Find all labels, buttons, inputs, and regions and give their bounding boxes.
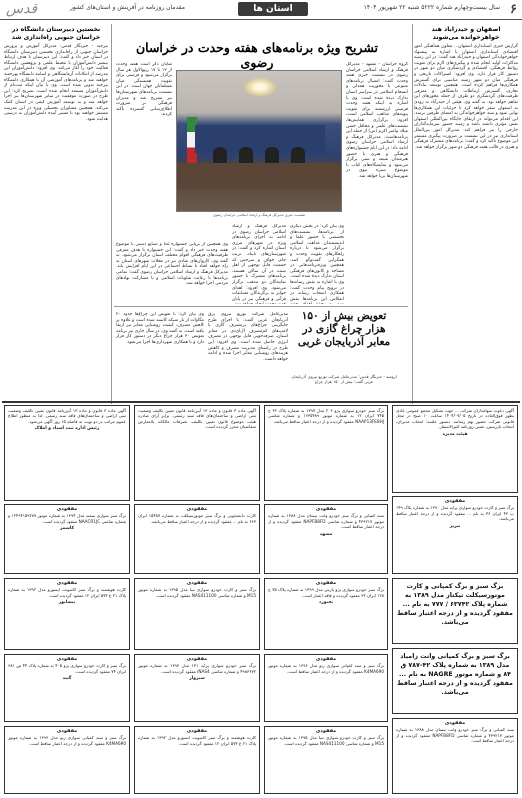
notice-body: کارت هوشمند و برگ سبز کامیونت ایسوزو مدل ۱۳۹۲ به شماره پلاک ۲۱ ع ۵۷۴ ایران ۱۲ مفقود گردیده است. xyxy=(138,735,256,746)
notice-body: سند کمپانی و برگ سبز خودرو وانت نیسان مدل ۱۳۸۸ به شماره موتور ۴۳۹۲۱۷ و شماره شاسی NAPFB8FD مفقود گردیده و از درجه اعتبار ساقط است. xyxy=(396,727,514,744)
notice-box xyxy=(4,578,130,650)
chandelier-shape xyxy=(243,77,277,97)
notice-signature: کاشمر xyxy=(59,526,75,532)
notice-body: برگ سبز سواری سمند مدل ۱۳۹۴ به شماره موتور ۱۲۴۹۴۱۵۹۲۸۷ و شماره شاسی NAACR1JC مفقود گردیده است. xyxy=(8,513,126,524)
notice-body: برگ سبز خودرو سواری پراید ۱۳۱ مدل ۱۳۹۳ به شماره موتور ۴۹۸۳۶۷۲ و شماره شاسی NAS4ا مفقود گردیده است. xyxy=(138,663,256,674)
right-column-story xyxy=(414,26,518,416)
notice-body: برگ سبز و سند کمپانی سواری رنو مدل ۱۳۹۶ به شماره موتور K4MA690 مفقود گردیده و از درجه اعتبار ساقط است. xyxy=(8,735,126,746)
box-headline: تعویض بیش از ۱۵۰ هزار چراغ گازی در معابر آذربایجان غربی xyxy=(297,310,391,348)
column-divider xyxy=(111,24,112,404)
notice-body: برگ سبز خودرو سواری پژو پارس مدل ۱۳۹۹ به شماره پلاک ۷۵ ج ۱۲۸ ایران ۳۲ مفقود گردیده و فاقد اعتبار است. xyxy=(268,587,384,598)
notice-body: کارت دانشجویی و برگ سبز موتورسیکلت به شماره ۱۵۴۸۷ ایران ۶۶۳ به نام ... مفقود گردیده و از درجه اعتبار ساقط می‌باشد. xyxy=(138,513,256,524)
notice-box xyxy=(264,405,388,501)
notice-signature: تبریز xyxy=(449,523,461,529)
main-story-column: شایان ذکر است هفته وحدت از ۱۲ تا ۱۷ ربیع‌الاول هر سال برگزار می‌شود و فرصتی برای تقویت همبستگی میان مسلمانان جهان است. در این نشست برنامه‌های شهرستان‌ها نیز تشریح شد و مدیران فرهنگی بر ضرورت اطلاع‌رسانی گسترده تأکید کردند. xyxy=(116,62,172,118)
notice-body: برگ سبز و کارت خودرو سواری تیبا مدل ۱۳۹۵ به شماره موتور M15 و شماره شاسی NAS411100 مفقود گردیده است. xyxy=(268,735,384,746)
notice-heading: مفقودی xyxy=(186,580,208,586)
notice-box xyxy=(264,578,388,650)
notice-heading: مفقودی xyxy=(444,720,466,726)
notice-heading: مفقودی xyxy=(56,580,78,586)
notice-box xyxy=(4,405,130,501)
notice-body: برگ سبز خودرو سواری پژو ۲۰۶ مدل ۱۳۹۷ به شماره پلاک ۳۶ ج ۷۴۵ ایران ۱۲ به شماره موتور ۱۶۳۵۴۸۹ و شماره شاسی NAAP13FE8HJ مفقود گردیده و از درجه اعتبار ساقط می‌باشد. xyxy=(268,408,384,424)
notice-heading: مفقودی xyxy=(186,656,208,662)
main-story-column: گروه خراسان - مشهد - مدیرکل فرهنگ و ارشاد اسلامی خراسان رضوی در نشست خبری هفته وحدت گفت: امسال برنامه‌های متنوعی با محوریت همدلی و انسجام اسلامی در سراسر استان تدارک دیده شده است. وی با اشاره به اینکه هفته وحدت فرصتی ارزشمند برای تقویت پیوندهای مذاهب اسلامی است، افزود: برگزاری همایش‌ها، نشست‌های علمی و محافل جشن میلاد پیامبر اکرم (ص) از جمله این برنامه‌هاست. مدیرکل فرهنگ و ارشاد اسلامی خراسان رضوی ادامه داد: در این ایام جشنواره‌های فرهنگی و هنری با حضور هنرمندان شیعه و سنی برگزار می‌شود و نمایشگاه‌های کتاب با موضوع سیره نبوی در شهرستان‌ها برپا خواهد شد. xyxy=(346,62,408,179)
box-story-column: مدیرعامل شرکت توزیع نیروی برق آذربایجان غربی گفت: با اجرای طرح جایگزینی چراغ‌های پرمصرف گازی با لامپ‌های کم‌مصرف ال‌ای‌دی در معابر استان، صرفه‌جویی قابل توجهی در مصرف انرژی حاصل شده است. وی افزود: این طرح در راستای مدیریت مصرف و کاهش هزینه‌های روشنایی معابر اجرا شده و ادامه خواهد داشت. xyxy=(208,312,288,362)
notice-box xyxy=(4,654,130,722)
notice-heading: مفقودی xyxy=(186,728,208,734)
notice-box xyxy=(264,504,388,574)
box-subtitle: ارومیه - خبرنگار قدس: مدیرعامل شرکت توزیع نیروی آذربایجان غربی گفت: بیش از ۱۵۰ هزار چراغ xyxy=(291,374,397,384)
notice-body: آگهی دعوت سهامداران شرکت ... جهت تشکیل مجمع عمومی عادی بطور فوق‌العاده در تاریخ ۱۴۰۴/۰۷/۰۵ ساعت ۱۰ صبح در محل قانونی شرکت حضور بهم رسانند. دستور جلسه: انتخاب مدیران، انتخاب بازرسین، تعیین روزنامه کثیرالانتشار. xyxy=(396,408,514,430)
page-number: ۶ xyxy=(510,2,517,17)
notice-body: سند کمپانی و برگ سبز خودرو وانت نیسان مدل ۱۳۸۸ به شماره موتور ۴۳۹۲۱۷ و شماره شاسی NAPFB8FD مفقود گردیده و از درجه اعتبار ساقط است. xyxy=(268,513,384,530)
right-column-title: اصفهان و حیدرآباد هند خواهرخوانده می‌شوند xyxy=(431,26,501,41)
notice-heading: مفقودی xyxy=(444,498,466,504)
photo-caption: نشست خبری مدیرکل فرهنگ و ارشاد اسلامی خراسان رضوی xyxy=(213,213,305,217)
notice-signature: هیئت مدیره xyxy=(442,431,468,437)
notice-box xyxy=(134,405,260,501)
notice-signature: سبزوار xyxy=(189,676,205,682)
notice-heading: مفقودی xyxy=(315,728,337,734)
masthead xyxy=(0,0,522,20)
notice-box xyxy=(392,405,518,493)
notice-box xyxy=(134,504,260,574)
main-story-column: وی بیان کرد: در بخش دیگری از برنامه‌ها، نشست‌های تخصصی با حضور علما و اندیشمندان مذاهب اسلامی برگزار می‌شود تا درباره راهکارهای تقویت وحدت و همگرایی گفت‌وگو کنند. همچنین ویژه‌برنامه‌هایی در مساجد و کانون‌های فرهنگی استان تدارک دیده شده است. وی با اشاره به نقش رسانه‌ها در ترویج پیام وحدت گفت: همکاری اصحاب رسانه در انعکاس این برنامه‌ها نقش xyxy=(290,224,344,302)
notice-heading: مفقودی xyxy=(186,506,208,512)
notice-body: برگ سبز و کارت خودرو سواری پژو ۴۰۵ به شماره پلاک ۴۴ ص ۶۸۱ ایران ۷۴ مفقود گردیده است. xyxy=(8,663,126,674)
newspaper-logo: قدس xyxy=(6,1,38,17)
notice-box xyxy=(264,726,388,794)
notice-signature: بجنورد xyxy=(318,600,334,606)
main-story-photo xyxy=(176,70,342,212)
right-column-body: گزارش خبری استانداری اصفهان... معاون هماهنگی امور اقتصادی استانداری اصفهان با اشاره به پیشنهاد خواهرخواندگی اصفهان و حیدرآباد هند گفت: در این زمینه مذاکرات اولیه انجام شده و پیگیری‌های لازم برای تقویت روابط فرهنگی، اقتصادی و گردشگری میان دو شهر در دستور کار قرار دارد. وی افزود: اشتراکات تاریخی و فرهنگی میان دو شهر زمینه مناسبی برای گسترش همکاری‌ها فراهم کرده است. همچنین توسعه تبادلات تجاری، گسترش ارتباطات دانشگاهی و معرفی ظرفیت‌های گردشگری دو طرف از جمله محورهای این تفاهم خواهد بود. به گفته وی، هیئتی از حیدرآباد به زودی به اصفهان سفر خواهد کرد تا جزئیات این همکاری‌ها نهایی شود و سند خواهرخواندگی به امضای طرفین برسد. این اقدام می‌تواند در ارتقای جایگاه بین‌المللی اصفهان نقش مؤثری داشته باشد و زمینه حضور سرمایه‌گذاران خارجی را نیز فراهم کند. مدیرکل امور بین‌الملل استانداری نیز در این نشست بر ضرورت پیگیری مستمر این موضوع تأکید کرد و گفت: برنامه‌های مشترک فرهنگی و هنری در قالب هفته فرهنگی دو شهر برگزار خواهد شد. xyxy=(414,44,518,150)
left-column-body: بیرجند - خبرنگار قدس: مدیرکل آموزش و پرورش خراسان جنوبی از راه‌اندازی نخستین دبیرستان دانشگاه در استان خبر داد و گفت: این دبیرستان با هدف ارتباط بیشتر دانش‌آموزان با محیط علمی و پژوهشی دانشگاه فعالیت خود را آغاز می‌کند. وی افزود: دانش‌آموزان این مدرسه از امکانات آزمایشگاهی و اساتید دانشگاه بهره‌مند خواهند شد و برنامه‌های آموزشی آن با همکاری دانشگاه بیرجند تدوین شده است. وی با بیان اینکه ثبت‌نام از دانش‌آموزان مستعد انجام شده است، تصریح کرد: این طرح در صورت موفقیت در سایر شهرستان‌ها نیز اجرا خواهد شد و به توسعه آموزش کیفی در استان کمک می‌کند. همچنین مشاوران تحصیلی ویژه در این مدرسه مستقر خواهند بود تا مسیر آینده دانش‌آموزان به درستی هدایت شود. xyxy=(4,44,108,122)
section-divider xyxy=(114,306,408,307)
main-headline: تشریح ویژه برنامه‌های هفته وحدت در خراسان رضوی xyxy=(135,40,379,70)
notice-heading: مفقودی xyxy=(56,656,78,662)
notice-box xyxy=(392,718,518,794)
notice-box xyxy=(4,726,130,794)
notice-signature: رئیس اداره ثبت اسناد و املاک xyxy=(34,426,100,432)
notice-box xyxy=(392,496,518,574)
notice-body: آگهی ماده ۳ قانون و ماده ۱۳ آیین‌نامه قانون تعیین تکلیف وضعیت ثبتی اراضی و ساختمان‌های فاقد سند رسمی. لذا به منظور اطلاع عموم مراتب در دو نوبت به فاصله ۱۵ روز آگهی می‌شود. xyxy=(8,408,126,424)
notice-heading: مفقودی xyxy=(56,506,78,512)
notice-body: برگ سبز و کارت خودرو سواری پراید مدل ۱۳۹۰ به شماره پلاک ۱۴۹ ب ۴۳ ایران ۳۶ به نام ... مفقود گردیده و از درجه اعتبار ساقط می‌باشد. xyxy=(396,505,514,522)
issue-line: سال بیست‌وچهارم شماره ۵۲۲۲ شنبه ۲۲ شهریور ۱۴۰۴ xyxy=(363,4,500,11)
ads-divider xyxy=(2,401,520,403)
notice-signature: گنبد xyxy=(62,676,72,682)
paper-tagline: مقدمان روزنامه در آفرینش و استان‌های کشور xyxy=(70,4,185,11)
notice-box xyxy=(264,654,388,722)
left-column-title: نخستین دبیرستان دانشگاه در خراسان جنوبی راه‌اندازی شد xyxy=(11,26,101,41)
notice-body: برگ سبز و سند کمپانی سواری رنو مدل ۱۳۹۶ به شماره موتور K4MA690 مفقود گردیده و از درجه اعتبار ساقط است. xyxy=(268,663,384,674)
notice-signature: نیشابور xyxy=(58,600,76,606)
notice-heading: مفقودی xyxy=(56,728,78,734)
main-story-column: مدیرکل فرهنگ و ارشاد اسلامی خراسان رضوی در ادامه به اجرای برنامه‌های ویژه در شهرهای مرزی استان اشاره کرد و گفت: در شهرستان‌های تایباد، تربت جام، خواف و سرخس که جمعیت قابل توجهی از اهل سنت در آن ساکن هستند، برنامه‌های مشترک با حضور نمایندگان دو مذهب برگزار می‌شود. وی افزود: اهدای جوایز به برگزیدگان مسابقات قرآنی و فرهنگی نیز در پایان xyxy=(232,224,286,302)
notice-body: آگهی ماده ۳ قانون و ماده ۱۳ آیین‌نامه قانون تعیین تکلیف وضعیت ثبتی اراضی و ساختمان‌های فاقد سند رسمی. برابر آرای صادره هیئت موضوع قانون تعیین تکلیف، تصرفات مالکانه بلامعارض متقاضیان محرز گردیده است. xyxy=(138,408,256,430)
bold-notice-box: برگ سبز و برگ کمپانی و کارت موتورسیکلت نیکتاز مدل ۱۳۸۹ به شماره پلاک ۶۳۷۴۲ / ۷۷۷ به نام ... مفقود گردیده و از درجه اعتبار ساقط می‌باشد. xyxy=(392,578,518,644)
notice-body: برگ سبز و کارت خودرو سواری تیبا مدل ۱۳۹۵ به شماره موتور M15 و شماره شاسی NAS411100 مفقود گردیده است. xyxy=(138,587,256,598)
notice-heading: مفقودی xyxy=(315,580,337,586)
notice-heading: مفقودی xyxy=(315,656,337,662)
notice-heading: مفقودی xyxy=(315,506,337,512)
main-story-column: وی همچنین از برپایی جشنواره غذا و صنایع دستی با موضوع هفته وحدت خبر داد و گفت: این جشنواره با هدف معرفی ظرفیت‌های فرهنگی اقوام مختلف استان برگزار می‌شود. به گفته وی، کاروان‌های شادی نیز در محلات شهرهای استان به راه خواهد افتاد تا نشاط اجتماعی در این ایام افزایش یابد. مدیرکل فرهنگ و ارشاد اسلامی خراسان رضوی گفت: تمامی برنامه‌ها با رعایت شئونات اسلامی و با مشارکت نهادهای مردمی اجرا خواهد شد. xyxy=(116,242,228,287)
column-divider xyxy=(412,24,413,404)
notice-box xyxy=(134,578,260,650)
conference-table xyxy=(177,163,342,189)
left-column-story xyxy=(4,26,108,396)
notice-box xyxy=(4,504,130,574)
bold-notice-box: برگ سبز و برگ کمپانی وانت زامیاد مدل ۱۳۸۹ به شماره پلاک ۴۲-۷۸۷ ق ۸۴ و شماره موتور NAGRE به نام ... مفقود گردیده و از درجه اعتبار ساقط می‌باشد. xyxy=(392,648,518,714)
notice-box xyxy=(134,654,260,722)
notice-signature: مشهد xyxy=(319,531,333,537)
box-story-column: وی بیان کرد: با تعویض این چراغ‌ها حدود ۲۰ مگاوات از بار شبکه کاسته شده است و علاوه بر کاهش مصرف، کیفیت روشنایی معابر نیز ارتقا یافته است. به گفته وی، در سال جاری نیز برنامه تعویض ۳۰ هزار چراغ دیگر در دستور کار قرار دارد و با همکاری شهرداری‌ها اجرا می‌شود. xyxy=(116,312,204,345)
notice-box xyxy=(134,726,260,794)
notice-body: کارت هوشمند و برگ سبز کامیونت ایسوزو مدل ۱۳۹۲ به شماره پلاک ۲۱ ع ۵۷۴ ایران ۱۲ مفقود گردیده است. xyxy=(8,587,126,598)
section-label: استان ها xyxy=(238,2,308,16)
